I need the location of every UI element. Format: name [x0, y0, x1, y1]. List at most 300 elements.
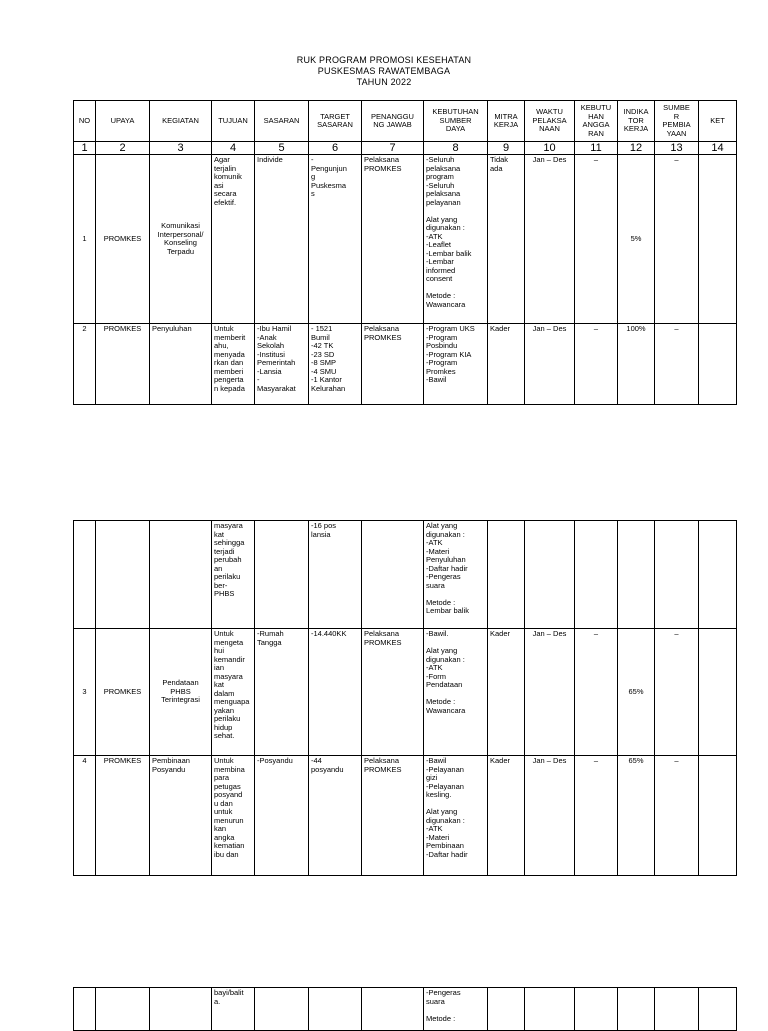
kebutuhan-sumber-daya-cell-line: program — [426, 172, 454, 181]
upaya-cell — [96, 629, 150, 756]
indikator-kerja-cell — [618, 155, 655, 324]
tujuan-cell-line: masyara — [214, 521, 243, 530]
penanggung-jawab-cell-line: Pelaksana — [364, 629, 400, 638]
column-number — [699, 142, 737, 155]
kebutuhan-anggaran-cell — [575, 756, 618, 876]
no-cell — [74, 324, 96, 405]
penanggung-jawab-cell — [362, 756, 424, 876]
upaya-cell — [96, 756, 150, 876]
kebutuhan-sumber-daya-cell — [424, 521, 488, 629]
kebutuhan-sumber-daya-cell — [424, 629, 488, 756]
no-cell-line — [76, 522, 93, 531]
column-header — [96, 101, 150, 142]
mitra-kerja-cell — [488, 756, 525, 876]
column-header — [309, 101, 362, 142]
indikator-kerja-cell-line — [620, 989, 652, 998]
column-header — [150, 101, 212, 142]
kebutuhan-sumber-daya-cell-line: Wawancara — [426, 705, 466, 715]
column-number-line: 12 — [629, 142, 643, 154]
sumber-pembiayaan-cell-line — [657, 989, 696, 998]
kegiatan-cell — [150, 155, 212, 324]
column-header-line: UPAYA — [110, 115, 135, 125]
column-header-line: KEBUTU — [580, 103, 612, 112]
kebutuhan-sumber-daya-cell-line: Posbindu — [426, 341, 458, 350]
column-number-line: 2 — [119, 142, 126, 154]
tujuan-cell-line: kan — [214, 824, 227, 833]
waktu-pelaksanaan-cell — [525, 629, 575, 756]
tujuan-cell-line: posyand — [214, 790, 243, 799]
mitra-kerja-cell-line: Tidak — [490, 155, 509, 164]
tujuan-cell — [212, 756, 255, 876]
target-cell-line: s — [311, 189, 315, 198]
sasaran-cell — [255, 155, 309, 324]
sumber-pembiayaan-cell — [655, 155, 699, 324]
column-header-line: SASARAN — [317, 120, 353, 129]
kebutuhan-anggaran-cell — [575, 629, 618, 756]
kebutuhan-sumber-daya-cell-line: -Program UKS — [426, 324, 475, 333]
indikator-kerja-cell-line: 5% — [630, 233, 642, 243]
table-row — [74, 988, 737, 1031]
penanggung-jawab-cell — [362, 988, 424, 1031]
waktu-pelaksanaan-cell-line: Jan – Des — [532, 324, 567, 333]
column-number — [525, 142, 575, 155]
column-number — [212, 142, 255, 155]
column-header-line: KEBUTUHAN — [432, 107, 479, 117]
target-cell-line: -4 SMU — [311, 366, 337, 376]
waktu-pelaksanaan-cell — [525, 756, 575, 876]
ket-cell-line — [701, 156, 734, 165]
upaya-cell-line — [98, 989, 147, 998]
penanggung-jawab-cell-line: PROMKES — [364, 332, 402, 342]
sasaran-cell-line: Sekolah — [257, 341, 285, 350]
kegiatan-cell-line: Konseling — [164, 238, 197, 247]
mitra-kerja-cell-line: Kader — [490, 629, 511, 638]
tujuan-cell-line: mengeta — [214, 637, 244, 647]
tujuan-cell-line: kat — [214, 529, 225, 539]
target-cell-line: -42 TK — [311, 341, 334, 350]
no-cell — [74, 155, 96, 324]
kebutuhan-sumber-daya-cell-line: -Lembar — [426, 257, 454, 266]
target-cell-line: -14.440KK — [311, 629, 347, 638]
ket-cell — [699, 629, 737, 756]
tujuan-cell-line: ahu, — [214, 341, 229, 350]
kebutuhan-sumber-daya-cell-line: -ATK — [426, 824, 443, 833]
target-cell-line: -44 — [311, 756, 322, 765]
kebutuhan-sumber-daya-cell-line: Pembinaan — [426, 841, 464, 850]
column-header-line: KERJA — [493, 120, 519, 129]
kebutuhan-sumber-daya-cell-line: Wawancara — [426, 299, 466, 309]
column-header-line: SUMBE — [663, 103, 690, 112]
tujuan-cell-line: untuk — [214, 807, 233, 816]
sasaran-cell-line: - — [257, 375, 260, 384]
ket-cell — [699, 988, 737, 1031]
kebutuhan-sumber-daya-cell-line: -Lembar balik — [426, 248, 472, 258]
tujuan-cell-line: Untuk — [214, 629, 234, 638]
kebutuhan-sumber-daya-cell-line: Alat yang — [426, 646, 458, 655]
upaya-cell-line: PROMKES — [103, 324, 142, 333]
column-header-line: TUJUAN — [218, 115, 248, 125]
column-header-line: RAN — [588, 128, 604, 138]
tujuan-cell-line: memberit — [214, 332, 246, 342]
target-cell-line: posyandu — [311, 764, 344, 774]
kebutuhan-anggaran-cell-line: – — [593, 155, 599, 164]
tujuan-cell-line: menyada — [214, 349, 245, 359]
kebutuhan-anggaran-cell-line — [577, 989, 615, 998]
sumber-pembiayaan-cell — [655, 629, 699, 756]
no-cell-line: 4 — [82, 756, 87, 765]
kegiatan-cell-line: Komunikasi — [161, 221, 200, 230]
sasaran-cell — [255, 521, 309, 629]
column-number-line: 5 — [278, 142, 285, 154]
kebutuhan-sumber-daya-cell-line: pelayanan — [426, 197, 461, 207]
penanggung-jawab-cell-line: Pelaksana — [364, 324, 400, 333]
tujuan-cell-line: an — [214, 563, 223, 573]
ket-cell-line — [701, 325, 734, 334]
column-number — [362, 142, 424, 155]
target-cell-line: - 1521 — [311, 324, 333, 333]
column-header-line: TOR — [628, 115, 644, 125]
tujuan-cell-line: Untuk — [214, 324, 234, 333]
tujuan-cell-line: terjalin — [214, 163, 237, 173]
kebutuhan-sumber-daya-cell-line: kesling. — [426, 790, 452, 799]
kebutuhan-anggaran-cell — [575, 155, 618, 324]
column-header-line: KERJA — [623, 124, 649, 134]
kebutuhan-anggaran-cell-line: – — [593, 756, 599, 765]
waktu-pelaksanaan-cell-line — [527, 522, 572, 531]
sumber-pembiayaan-cell-line: – — [674, 324, 679, 333]
kebutuhan-sumber-daya-cell-line: -Program — [426, 332, 458, 342]
ket-cell-line — [701, 757, 734, 766]
ket-cell — [699, 155, 737, 324]
column-header-line: PEMBIA — [662, 120, 691, 129]
ruk-table-page-2 — [73, 520, 737, 876]
kebutuhan-sumber-daya-cell-line: -Program — [426, 358, 458, 367]
sumber-pembiayaan-cell-line — [657, 522, 696, 531]
kebutuhan-sumber-daya-cell-line: Alat yang — [426, 807, 458, 816]
kegiatan-cell-line: Interpersonal/ — [157, 229, 204, 239]
kegiatan-cell-line: Terpadu — [166, 246, 195, 256]
column-header-line: SASARAN — [263, 115, 300, 125]
sumber-pembiayaan-cell — [655, 756, 699, 876]
kebutuhan-anggaran-cell-line: – — [593, 629, 599, 638]
target-cell-line: - — [311, 155, 314, 164]
target-cell — [309, 756, 362, 876]
kebutuhan-anggaran-cell-line: – — [593, 324, 599, 333]
kebutuhan-sumber-daya-cell-line: digunakan : — [426, 654, 465, 664]
document-title: RUK PROGRAM PROMOSI KESEHATAN — [296, 55, 472, 65]
tujuan-cell-line: ian — [214, 663, 225, 672]
column-number-line: 6 — [331, 142, 339, 154]
kebutuhan-sumber-daya-cell-line: digunakan : — [426, 223, 465, 232]
column-header-line: HAN — [588, 111, 604, 121]
column-header — [424, 101, 488, 142]
tujuan-cell-line: perilaku — [214, 572, 241, 581]
sasaran-cell-line: Masyarakat — [257, 383, 296, 393]
mitra-kerja-cell — [488, 324, 525, 405]
kegiatan-cell-line: Pembinaan — [152, 756, 190, 765]
tujuan-cell-line: angka — [214, 832, 235, 842]
sasaran-cell-line: -Institusi — [257, 349, 285, 359]
mitra-kerja-cell-line: ada — [490, 163, 503, 173]
kebutuhan-sumber-daya-cell-line: -Seluruh — [426, 180, 455, 190]
indikator-kerja-cell-line: 65% — [628, 686, 644, 696]
tujuan-cell-line: menurun — [214, 815, 244, 825]
kebutuhan-sumber-daya-cell-line: -Materi — [426, 546, 450, 556]
tujuan-cell-line: kemandir — [214, 654, 245, 664]
tujuan-cell-line: kematian — [214, 841, 245, 850]
sumber-pembiayaan-cell-line: – — [674, 155, 679, 164]
sumber-pembiayaan-cell — [655, 521, 699, 629]
sasaran-cell-line: -Ibu Hamil — [257, 324, 292, 333]
column-number — [424, 142, 488, 155]
penanggung-jawab-cell-line: Pelaksana — [364, 155, 400, 164]
column-header — [699, 101, 737, 142]
no-cell-line: 3 — [82, 686, 87, 696]
kebutuhan-sumber-daya-cell-line: -ATK — [426, 231, 443, 241]
tujuan-cell-line: efektif. — [214, 197, 237, 207]
column-header-line: DAYA — [445, 124, 466, 134]
column-number-line: 10 — [543, 142, 556, 154]
kegiatan-cell-line: Penyuluhan — [152, 324, 192, 333]
kebutuhan-sumber-daya-cell-line: -Program KIA — [426, 349, 472, 359]
tujuan-cell-line: Untuk — [214, 756, 234, 765]
kebutuhan-sumber-daya-cell-line: -Pengeras — [426, 988, 461, 997]
kegiatan-cell — [150, 324, 212, 405]
column-header — [655, 101, 699, 142]
penanggung-jawab-cell — [362, 521, 424, 629]
column-header-line: ANGGA — [582, 120, 610, 129]
column-header — [74, 101, 96, 142]
column-number-line: 9 — [502, 142, 510, 154]
header-row — [74, 101, 737, 142]
kebutuhan-sumber-daya-cell-line: -Pelayanan — [426, 781, 464, 791]
kebutuhan-sumber-daya-cell-line: suara — [426, 580, 445, 590]
column-header — [618, 101, 655, 142]
document-subtitle: PUSKESMAS RAWATEMBAGA — [317, 66, 451, 76]
tujuan-cell-line: sehingga — [214, 538, 245, 547]
column-number — [74, 142, 96, 155]
tujuan-cell-line: masyara — [214, 671, 243, 681]
tujuan-cell-line: kat — [214, 680, 225, 689]
upaya-cell-line: PROMKES — [103, 233, 142, 243]
column-header-line: PENANGGU — [371, 111, 414, 121]
tujuan-cell-line: ibu dan — [214, 849, 239, 859]
kegiatan-cell-line: Pendataan — [162, 678, 199, 688]
kegiatan-cell-line: PHBS — [170, 686, 191, 696]
kebutuhan-sumber-daya-cell — [424, 155, 488, 324]
tujuan-cell-line: yakan — [214, 705, 235, 715]
kebutuhan-sumber-daya-cell-line: -Seluruh — [426, 155, 455, 164]
indikator-kerja-cell-line: 100% — [626, 324, 646, 333]
penanggung-jawab-cell — [362, 629, 424, 756]
target-cell-line: -23 SD — [311, 349, 335, 359]
ket-cell — [699, 756, 737, 876]
column-number-line: 11 — [590, 142, 602, 154]
kebutuhan-sumber-daya-cell-line: Metode : — [426, 291, 456, 300]
target-cell-line: g — [311, 172, 316, 181]
column-header — [212, 101, 255, 142]
column-header-line: TARGET — [320, 111, 350, 121]
indikator-kerja-cell — [618, 324, 655, 405]
kebutuhan-anggaran-cell — [575, 324, 618, 405]
tujuan-cell-line: bayi/balit — [214, 988, 244, 997]
sasaran-cell-line: Individe — [257, 155, 283, 164]
upaya-cell-line — [98, 522, 147, 531]
table-row — [74, 756, 737, 876]
kegiatan-cell — [150, 988, 212, 1031]
tujuan-cell-line: rkan dan — [214, 358, 244, 367]
sasaran-cell-line: -Rumah — [257, 629, 284, 638]
penanggung-jawab-cell — [362, 324, 424, 405]
kebutuhan-sumber-daya-cell-line: Penyuluhan — [426, 555, 466, 564]
column-number-line: 4 — [229, 142, 237, 154]
kebutuhan-sumber-daya-cell — [424, 756, 488, 876]
column-number-row — [74, 142, 737, 155]
waktu-pelaksanaan-cell — [525, 324, 575, 405]
column-header-line: R — [673, 111, 680, 121]
tujuan-cell-line: perilaku — [214, 714, 241, 723]
kebutuhan-sumber-daya-cell-line: -Daftar hadir — [426, 563, 468, 573]
target-cell-line: -16 pos — [311, 521, 337, 530]
kebutuhan-sumber-daya-cell-line: -Daftar hadir — [426, 849, 468, 859]
tujuan-cell-line: menguapa — [214, 697, 250, 706]
indikator-kerja-cell — [618, 629, 655, 756]
indikator-kerja-cell-line — [620, 522, 652, 531]
kebutuhan-sumber-daya-cell — [424, 324, 488, 405]
tujuan-cell-line: asi — [214, 180, 224, 190]
tujuan-cell-line: hui — [214, 646, 225, 655]
kebutuhan-sumber-daya-cell-line: -ATK — [426, 538, 443, 547]
target-cell — [309, 155, 362, 324]
tujuan-cell — [212, 155, 255, 324]
ruk-table-page-3 — [73, 987, 737, 1031]
waktu-pelaksanaan-cell-line — [527, 989, 572, 998]
target-cell-line: Kelurahan — [311, 383, 346, 393]
tujuan-cell-line: para — [214, 773, 230, 782]
kegiatan-cell — [150, 629, 212, 756]
table-row — [74, 521, 737, 629]
penanggung-jawab-cell — [362, 155, 424, 324]
column-number — [255, 142, 309, 155]
tujuan-cell-line: a. — [214, 996, 221, 1006]
column-number-line: 14 — [711, 142, 724, 154]
column-number-line: 8 — [452, 142, 459, 154]
kebutuhan-sumber-daya-cell-line: -Bawil — [426, 375, 447, 384]
tujuan-cell-line: terjadi — [214, 546, 235, 556]
indikator-kerja-cell — [618, 521, 655, 629]
mitra-kerja-cell — [488, 521, 525, 629]
tujuan-cell-line: pengerta — [214, 375, 244, 384]
sumber-pembiayaan-cell-line: – — [674, 756, 679, 765]
kebutuhan-sumber-daya-cell-line: digunakan : — [426, 529, 465, 539]
column-header — [575, 101, 618, 142]
document-year: TAHUN 2022 — [356, 77, 412, 87]
kebutuhan-sumber-daya-cell-line: -Bawil. — [426, 629, 449, 638]
column-number-line: 1 — [81, 142, 88, 154]
target-cell — [309, 629, 362, 756]
target-cell — [309, 988, 362, 1031]
kegiatan-cell — [150, 756, 212, 876]
sasaran-cell — [255, 988, 309, 1031]
waktu-pelaksanaan-cell-line: Jan – Des — [532, 756, 567, 765]
kegiatan-cell — [150, 521, 212, 629]
target-cell — [309, 324, 362, 405]
sasaran-cell-line: -Anak — [257, 332, 277, 342]
kebutuhan-sumber-daya-cell-line: suara — [426, 996, 445, 1006]
tujuan-cell-line: ber- — [214, 580, 228, 590]
target-cell-line: Puskesma — [311, 180, 347, 190]
penanggung-jawab-cell-line: PROMKES — [364, 764, 402, 774]
ket-cell-line — [701, 630, 734, 639]
sasaran-cell-line: -Posyandu — [257, 756, 293, 765]
column-number — [655, 142, 699, 155]
ket-cell-line — [701, 989, 734, 998]
sumber-pembiayaan-cell — [655, 988, 699, 1031]
column-header-line: NG JAWAB — [373, 120, 412, 129]
tujuan-cell-line: u dan — [214, 798, 233, 808]
kebutuhan-sumber-daya-cell-line: -Leaflet — [426, 240, 452, 249]
kebutuhan-sumber-daya-cell-line: consent — [426, 274, 453, 283]
column-header-line: PELAKSA — [532, 115, 567, 125]
no-cell — [74, 521, 96, 629]
kebutuhan-sumber-daya-cell-line: -Form — [426, 671, 446, 681]
tujuan-cell — [212, 988, 255, 1031]
kebutuhan-anggaran-cell-line — [577, 522, 615, 531]
kebutuhan-sumber-daya-cell — [424, 988, 488, 1031]
table-row — [74, 155, 737, 324]
target-cell-line: lansia — [311, 529, 331, 539]
column-header-line: NAAN — [539, 124, 560, 134]
column-header-line: WAKTU — [536, 107, 563, 117]
kegiatan-cell-line: Terintegrasi — [161, 695, 200, 705]
kebutuhan-sumber-daya-cell-line: pelaksana — [426, 189, 461, 198]
column-number-line: 3 — [177, 142, 184, 154]
kebutuhan-sumber-daya-cell-line: Metode : — [426, 597, 456, 607]
kebutuhan-sumber-daya-cell-line: gizi — [426, 773, 438, 782]
indikator-kerja-cell-line: 65% — [628, 756, 644, 765]
ruk-table-page-1 — [73, 100, 737, 405]
tujuan-cell-line: petugas — [214, 781, 241, 791]
upaya-cell-line: PROMKES — [103, 756, 142, 765]
tujuan-cell — [212, 521, 255, 629]
no-cell-line: 1 — [82, 233, 87, 243]
tujuan-cell-line: komunik — [214, 172, 242, 181]
column-number — [150, 142, 212, 155]
no-cell-line: 2 — [82, 324, 87, 333]
column-number — [575, 142, 618, 155]
column-number — [488, 142, 525, 155]
tujuan-cell-line: sehat. — [214, 731, 235, 740]
column-number-line: 7 — [389, 142, 396, 154]
kebutuhan-anggaran-cell — [575, 521, 618, 629]
sasaran-cell — [255, 324, 309, 405]
waktu-pelaksanaan-cell — [525, 988, 575, 1031]
kebutuhan-sumber-daya-cell-line: -Bawil — [426, 756, 447, 765]
column-header-line: MITRA — [494, 111, 518, 121]
sasaran-cell — [255, 756, 309, 876]
tujuan-cell-line: perubah — [214, 555, 242, 564]
tujuan-cell-line: membina — [214, 764, 245, 774]
sasaran-cell-line: Pemerintah — [257, 358, 296, 367]
tujuan-cell — [212, 324, 255, 405]
kebutuhan-sumber-daya-cell-line: Alat yang — [426, 521, 458, 530]
sumber-pembiayaan-cell — [655, 324, 699, 405]
waktu-pelaksanaan-cell-line: Jan – Des — [532, 629, 567, 638]
mitra-kerja-cell-line: Kader — [490, 756, 511, 765]
kegiatan-cell-line: Posyandu — [152, 764, 186, 774]
kebutuhan-sumber-daya-cell-line: -Pengeras — [426, 572, 461, 581]
tujuan-cell-line: Agar — [214, 155, 230, 164]
